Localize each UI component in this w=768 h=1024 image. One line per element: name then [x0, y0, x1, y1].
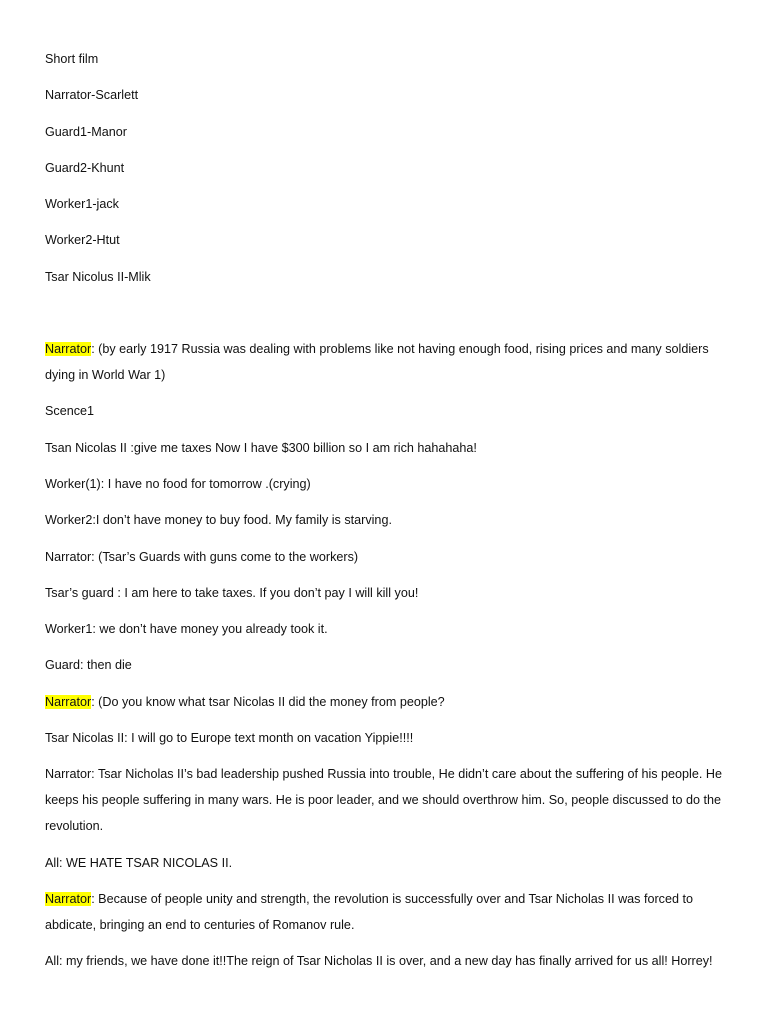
doc-title: Short film	[45, 52, 99, 66]
highlighted-speaker: Narrator	[45, 694, 92, 709]
script-line-4: Worker(1): I have no food for tomorrow .(crying)	[45, 476, 311, 491]
script-line-11: Tsar Nicolas II: I will go to Europe text month on vacation Yippie!!!!	[45, 731, 414, 746]
blank-line	[45, 300, 735, 336]
cast-worker1: Worker1-jack	[45, 197, 119, 212]
script-line-10	[45, 689, 735, 715]
cast-tsar: Tsar Nicolus II-Mlik	[45, 269, 151, 284]
document-page	[45, 46, 735, 985]
highlighted-speaker: Narrator	[45, 891, 92, 906]
script-line-5: Worker2:I don’t have money to buy food. My family is starving.	[45, 513, 392, 528]
highlighted-speaker: Narrator	[45, 342, 92, 357]
line-text: : (Do you know what tsar Nicolas II did the money from people?	[91, 694, 445, 709]
script-line-13: All: WE HATE TSAR NICOLAS II.	[45, 855, 233, 870]
cast-guard2: Guard2-Khunt	[45, 160, 125, 175]
line-text: : Because of people unity and strength, the revolution is successfully over and Tsar Nicholas II was forced to abdicate, bringing an end to centuries of Romanov rule.	[45, 891, 693, 932]
script-line-6: Narrator: (Tsar’s Guards with guns come to the workers)	[45, 549, 359, 564]
cast-narrator: Narrator-Scarlett	[45, 88, 139, 103]
cast-guard1: Guard1-Manor	[45, 124, 127, 139]
script-line-12: Narrator: Tsar Nicholas II’s bad leadership pushed Russia into trouble, He didn’t care about the suffering of his people. He keeps his people suffering in many wars. He is poor leader, and we should overthrow him. So, people discussed to do the revolution.	[45, 767, 722, 834]
scene-heading: Scence1	[45, 404, 95, 419]
script-line-7: Tsar’s guard : I am here to take taxes. If you don’t pay I will kill you!	[45, 585, 419, 600]
script-line-9: Guard: then die	[45, 658, 132, 673]
line-text: : (by early 1917 Russia was dealing with problems like not having enough food, rising prices and many soldiers dying in World War 1)	[45, 342, 709, 383]
cast-worker2: Worker2-Htut	[45, 233, 120, 248]
script-line-1	[45, 336, 735, 388]
script-line-15: All: my friends, we have done it!!The reign of Tsar Nicholas II is over, and a new day has finally arrived for us all! Horrey!	[45, 954, 713, 969]
script-line-3: Tsan Nicolas II :give me taxes Now I have $300 billion so I am rich hahahaha!	[45, 440, 477, 455]
script-line-14	[45, 886, 735, 938]
script-line-8: Worker1: we don’t have money you already took it.	[45, 622, 328, 637]
